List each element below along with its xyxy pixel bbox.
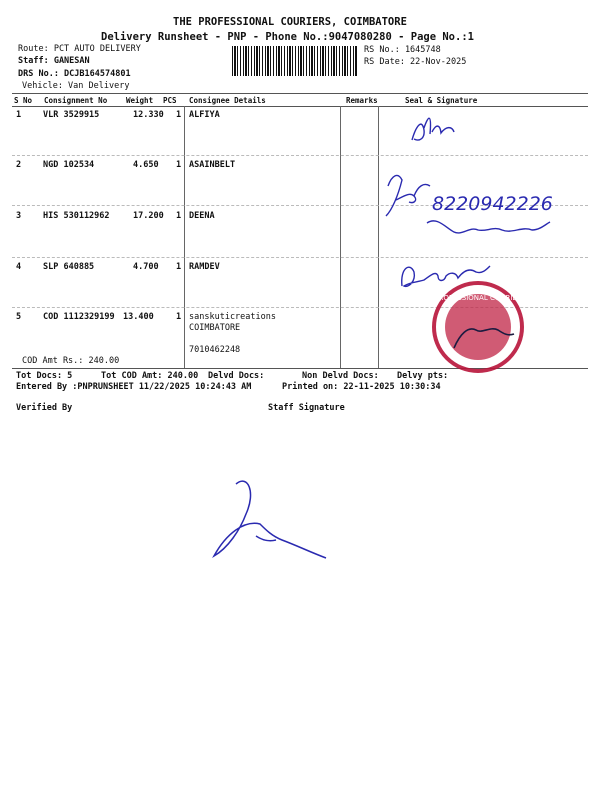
row-consignee: RAMDEV (189, 262, 220, 272)
row-sno: 4 (16, 262, 22, 272)
row-sno: 5 (16, 312, 22, 322)
col-header-seal: Seal & Signature (405, 96, 478, 105)
delvd-docs: Delvd Docs: (208, 371, 265, 381)
cod-amount: COD Amt Rs.: 240.00 (22, 356, 120, 366)
row-consignment: HIS 530112962 (43, 211, 110, 221)
row-pcs: 1 (176, 160, 182, 170)
entered-by: Entered By :PNPRUNSHEET 11/22/2025 10:24:43 AM (16, 382, 252, 392)
row-sno: 3 (16, 211, 22, 221)
row-weight: 4.650 (133, 160, 159, 170)
row-city: COIMBATORE (189, 323, 241, 333)
row-sno: 1 (16, 110, 22, 120)
signature-verified (214, 481, 326, 558)
verified-by-label: Verified By (16, 403, 73, 413)
rs-number: RS No.: 1645748 (364, 45, 441, 55)
tot-cod-amt: Tot COD Amt: 240.00 (101, 371, 199, 381)
row-pcs: 1 (176, 211, 182, 221)
row-phone: 7010462248 (189, 345, 241, 355)
signature-row2 (386, 175, 553, 232)
stamp-seal (434, 283, 522, 371)
signature-row1 (412, 118, 454, 140)
col-header-consignee: Consignee Details (189, 96, 266, 105)
row-weight: 12.330 (133, 110, 164, 120)
rs-date: RS Date: 22-Nov-2025 (364, 57, 467, 67)
col-header-weight: Weight (126, 96, 154, 105)
col-header-pcs: PCS (163, 96, 177, 105)
row-consignment: COD 1112329199 (43, 312, 115, 322)
vehicle: Vehicle: Van Delivery (22, 81, 130, 91)
route: Route: PCT AUTO DELIVERY (18, 44, 141, 54)
row-consignment: VLR 3529915 (43, 110, 100, 120)
stamp-text: PROFESSIONAL COURIER (434, 294, 522, 302)
staff: Staff: GANESAN (18, 56, 90, 66)
drs-number: DRS No.: DCJB164574801 (18, 69, 131, 79)
row-pcs: 1 (176, 312, 182, 322)
row-pcs: 1 (176, 110, 182, 120)
row-sno: 2 (16, 160, 22, 170)
handwritten-phone: 8220942226 (432, 193, 553, 215)
col-header-consignment: Consignment No (44, 96, 108, 105)
row-consignee: ASAINBELT (189, 160, 236, 170)
row-pcs: 1 (176, 262, 182, 272)
staff-signature-label: Staff Signature (268, 403, 345, 413)
row-weight: 4.700 (133, 262, 159, 272)
col-header-sno: S No (14, 96, 33, 105)
company-name: THE PROFESSIONAL COURIERS, COIMBATORE (173, 16, 407, 28)
runsheet-title: Delivery Runsheet - PNP - Phone No.:9047080280 - Page No.:1 (101, 31, 474, 43)
row-consignee: ALFIYA (189, 110, 220, 120)
row-weight: 13.400 (123, 312, 154, 322)
printed-on: Printed on: 22-11-2025 10:30:34 (282, 382, 441, 392)
row-consignment: NGD 102534 (43, 160, 95, 170)
tot-docs: Tot Docs: 5 (16, 371, 73, 381)
delvy-pts: Delvy pts: (397, 371, 449, 381)
row-consignee: DEENA (189, 211, 215, 221)
row-consignee: sanskuticreations (189, 312, 276, 322)
row-weight: 17.200 (133, 211, 164, 221)
row-consignment: SLP 640885 (43, 262, 95, 272)
non-delvd-docs: Non Delvd Docs: (302, 371, 379, 381)
col-header-remarks: Remarks (346, 96, 378, 105)
